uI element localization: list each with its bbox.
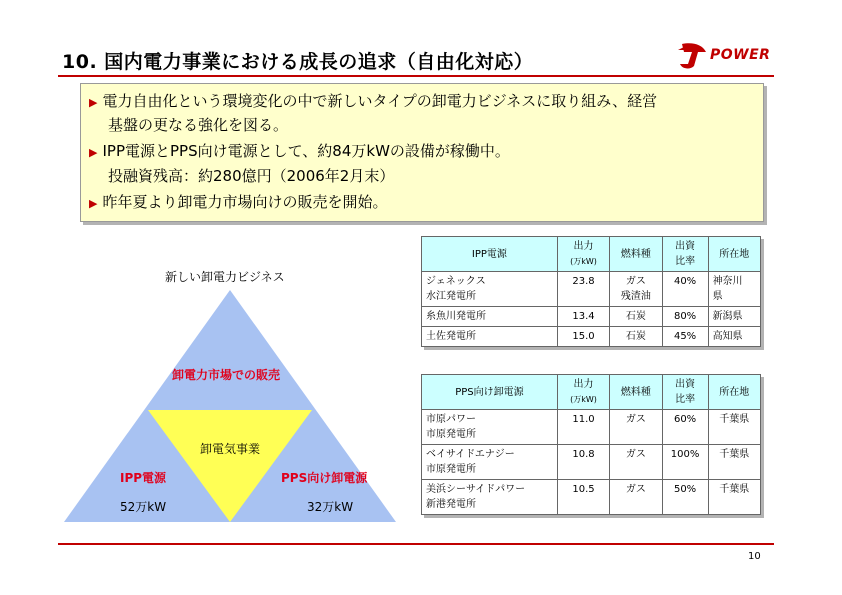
pps-capacity: 32万kW bbox=[307, 500, 354, 514]
table-row: ジェネックス 水江発電所 23.8 ガス 残渣油 40% 神奈川 県 bbox=[422, 272, 761, 307]
market-sales-label: 卸電力市場での販売 bbox=[172, 368, 281, 382]
header-ratio: 出資 比率 bbox=[662, 375, 708, 410]
ipp-capacity: 52万kW bbox=[120, 500, 167, 514]
table-row: 市原パワー 市原発電所 11.0 ガス 60% 千葉県 bbox=[422, 410, 761, 445]
bullet-triangle-icon: ▶ bbox=[89, 96, 98, 109]
title-rule bbox=[58, 75, 774, 77]
ipp-label: IPP電源 bbox=[120, 471, 167, 485]
header-output: 出力 (万kW) bbox=[557, 375, 609, 410]
header-location: 所在地 bbox=[708, 237, 760, 272]
table-row: 糸魚川発電所 13.4 石炭 80% 新潟県 bbox=[422, 307, 761, 327]
pps-table bbox=[421, 374, 761, 515]
summary-investment-line: 投融資残高：約280億円（2006年2月末） bbox=[108, 167, 395, 185]
summary-box bbox=[80, 83, 764, 222]
table-header-row bbox=[422, 237, 761, 272]
summary-bullet-3: ▶ 昨年夏より卸電力市場向けの販売を開始。 bbox=[89, 193, 388, 211]
page-number: 10 bbox=[748, 551, 761, 562]
header-name: IPP電源 bbox=[422, 237, 558, 272]
header-fuel: 燃料種 bbox=[610, 237, 662, 272]
header-location: 所在地 bbox=[708, 375, 760, 410]
summary-line-continuation: 基盤の更なる強化を図る。 bbox=[108, 116, 289, 134]
diagram-title: 新しい卸電力ビジネス bbox=[165, 270, 285, 284]
bullet-triangle-icon: ▶ bbox=[89, 146, 98, 159]
logo-text: POWER bbox=[710, 47, 771, 63]
header-fuel: 燃料種 bbox=[610, 375, 662, 410]
header-name: PPS向け卸電源 bbox=[422, 375, 558, 410]
table-header-row bbox=[422, 375, 761, 410]
business-triangle-diagram bbox=[60, 262, 400, 528]
summary-bullet-2: ▶ IPP電源とPPS向け電源として、約84万kWの設備が稼働中。 bbox=[89, 142, 510, 160]
bullet-triangle-icon: ▶ bbox=[89, 197, 98, 210]
pps-label: PPS向け卸電源 bbox=[281, 471, 368, 485]
header-ratio: 出資 比率 bbox=[662, 237, 708, 272]
header-output: 出力 (万kW) bbox=[557, 237, 609, 272]
page-title: 10. 国内電力事業における成長の追求（自由化対応） bbox=[62, 51, 534, 73]
table-row: 美浜シーサイドパワー 新港発電所 10.5 ガス 50% 千葉県 bbox=[422, 480, 761, 515]
summary-bullet-1: ▶ 電力自由化という環境変化の中で新しいタイプの卸電力ビジネスに取り組み、経営 bbox=[89, 92, 658, 110]
table-row: 土佐発電所 15.0 石炭 45% 高知県 bbox=[422, 327, 761, 347]
footer-rule bbox=[58, 543, 774, 545]
ipp-table bbox=[421, 236, 761, 347]
table-row: ベイサイドエナジー 市原発電所 10.8 ガス 100% 千葉県 bbox=[422, 445, 761, 480]
wholesale-business-label: 卸電気事業 bbox=[200, 442, 261, 456]
